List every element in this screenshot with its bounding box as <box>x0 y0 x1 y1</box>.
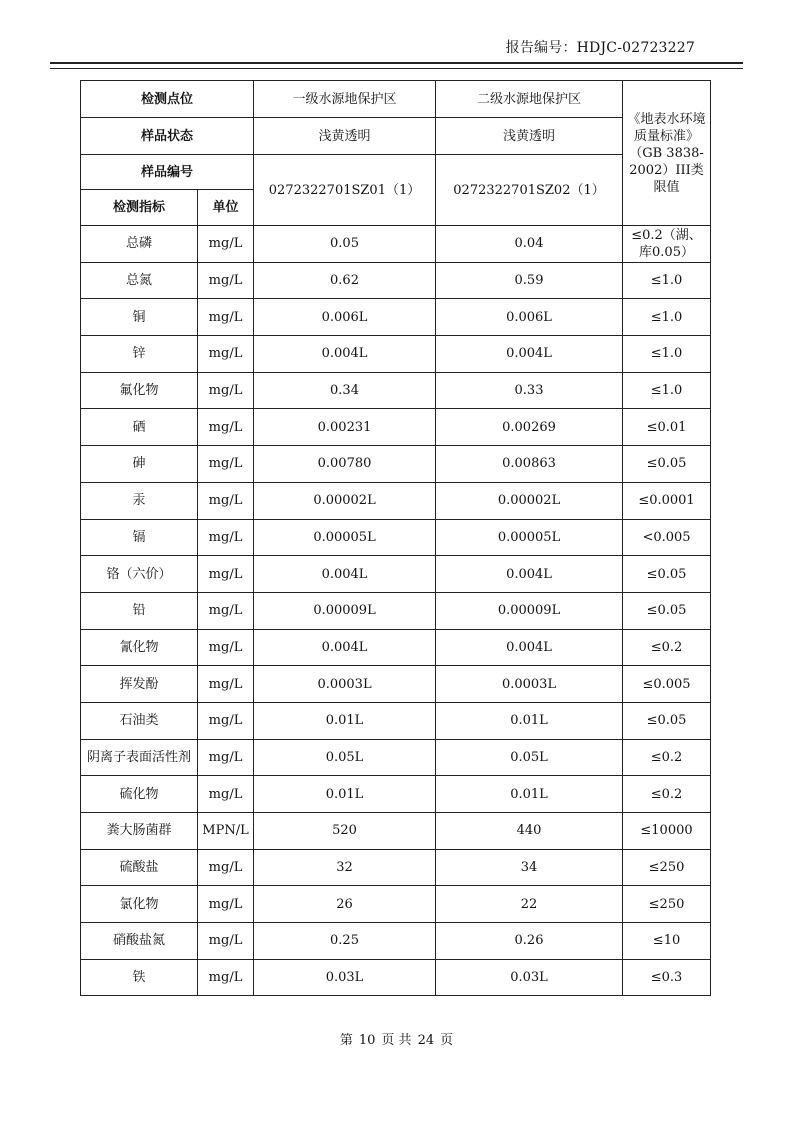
limit-cell: ≤0.05 <box>623 702 711 739</box>
unit-cell: mg/L <box>198 666 254 703</box>
value-point1-cell: 0.01L <box>254 776 436 813</box>
indicator-cell: 阴离子表面活性剂 <box>81 739 198 776</box>
value-point2-cell: 0.04 <box>436 226 623 263</box>
sample-no-1: 0272322701SZ01（1） <box>254 155 436 226</box>
table-row <box>81 226 711 263</box>
table-row <box>81 923 711 960</box>
unit-cell: mg/L <box>198 739 254 776</box>
unit-cell: mg/L <box>198 262 254 299</box>
value-point2-cell: 0.00002L <box>436 482 623 519</box>
page-suffix: 页 <box>440 1033 454 1048</box>
indicator-cell: 硫酸盐 <box>81 849 198 886</box>
indicator-cell: 汞 <box>81 482 198 519</box>
table-row <box>81 739 711 776</box>
limit-cell: ≤0.05 <box>623 446 711 483</box>
value-point2-cell: 0.05L <box>436 739 623 776</box>
page-footer <box>0 1029 793 1048</box>
value-point1-cell: 0.004L <box>254 629 436 666</box>
table-row <box>81 629 711 666</box>
indicator-cell: 镉 <box>81 519 198 556</box>
value-point2-cell: 0.004L <box>436 336 623 373</box>
table-row <box>81 336 711 373</box>
limit-cell: ≤10000 <box>623 813 711 850</box>
unit-cell: mg/L <box>198 776 254 813</box>
page-mid: 页 共 <box>381 1033 412 1048</box>
water-quality-table <box>80 80 711 996</box>
value-point1-cell: 0.34 <box>254 372 436 409</box>
unit-cell: mg/L <box>198 336 254 373</box>
indicator-cell: 氯化物 <box>81 886 198 923</box>
label-unit: 单位 <box>198 190 254 226</box>
value-point1-cell: 520 <box>254 813 436 850</box>
sample-no-2: 0272322701SZ02（1） <box>436 155 623 226</box>
table-row <box>81 702 711 739</box>
value-point2-cell: 0.26 <box>436 923 623 960</box>
value-point2-cell: 0.00269 <box>436 409 623 446</box>
value-point1-cell: 0.004L <box>254 556 436 593</box>
state-1: 浅黄透明 <box>254 118 436 155</box>
value-point2-cell: 0.03L <box>436 959 623 996</box>
limit-cell: ≤1.0 <box>623 336 711 373</box>
state-2: 浅黄透明 <box>436 118 623 155</box>
table-row <box>81 519 711 556</box>
value-point2-cell: 440 <box>436 813 623 850</box>
indicator-cell: 硒 <box>81 409 198 446</box>
limit-cell: ≤1.0 <box>623 262 711 299</box>
limit-cell: ≤0.005 <box>623 666 711 703</box>
limit-cell: ≤0.2（湖、库0.05） <box>623 226 711 263</box>
indicator-cell: 氟化物 <box>81 372 198 409</box>
limit-cell: ≤0.2 <box>623 629 711 666</box>
unit-cell: MPN/L <box>198 813 254 850</box>
header-row-state <box>81 118 711 155</box>
table-row <box>81 959 711 996</box>
table-row <box>81 262 711 299</box>
indicator-cell: 硫化物 <box>81 776 198 813</box>
value-point1-cell: 0.004L <box>254 336 436 373</box>
header-rule-thin <box>50 68 743 69</box>
value-point2-cell: 0.01L <box>436 702 623 739</box>
limit-cell: ≤0.0001 <box>623 482 711 519</box>
value-point1-cell: 26 <box>254 886 436 923</box>
page-label: 第 <box>339 1033 353 1048</box>
table-row <box>81 409 711 446</box>
value-point1-cell: 0.01L <box>254 702 436 739</box>
value-point2-cell: 0.59 <box>436 262 623 299</box>
indicator-cell: 挥发酚 <box>81 666 198 703</box>
value-point1-cell: 0.00231 <box>254 409 436 446</box>
value-point1-cell: 32 <box>254 849 436 886</box>
unit-cell: mg/L <box>198 482 254 519</box>
value-point2-cell: 0.004L <box>436 629 623 666</box>
limit-cell: ≤1.0 <box>623 372 711 409</box>
indicator-cell: 铬（六价） <box>81 556 198 593</box>
value-point2-cell: 34 <box>436 849 623 886</box>
value-point1-cell: 0.00005L <box>254 519 436 556</box>
value-point2-cell: 0.00005L <box>436 519 623 556</box>
limit-cell: ≤0.2 <box>623 739 711 776</box>
table-row <box>81 482 711 519</box>
page-total: 24 <box>417 1033 435 1048</box>
indicator-cell: 铜 <box>81 299 198 336</box>
table-row <box>81 776 711 813</box>
limit-cell: ≤250 <box>623 849 711 886</box>
indicator-cell: 总磷 <box>81 226 198 263</box>
indicator-cell: 粪大肠菌群 <box>81 813 198 850</box>
value-point2-cell: 0.0003L <box>436 666 623 703</box>
value-point2-cell: 0.00009L <box>436 592 623 629</box>
indicator-cell: 锌 <box>81 336 198 373</box>
limit-cell: ≤0.05 <box>623 556 711 593</box>
unit-cell: mg/L <box>198 299 254 336</box>
table-row <box>81 446 711 483</box>
value-point1-cell: 0.03L <box>254 959 436 996</box>
unit-cell: mg/L <box>198 886 254 923</box>
header-rule-thick <box>50 62 743 64</box>
header-row-sample-no <box>81 155 711 190</box>
unit-cell: mg/L <box>198 372 254 409</box>
value-point1-cell: 0.05 <box>254 226 436 263</box>
unit-cell: mg/L <box>198 629 254 666</box>
limit-cell: ≤0.05 <box>623 592 711 629</box>
unit-cell: mg/L <box>198 592 254 629</box>
limit-cell: ≤10 <box>623 923 711 960</box>
value-point2-cell: 0.33 <box>436 372 623 409</box>
unit-cell: mg/L <box>198 702 254 739</box>
value-point1-cell: 0.00002L <box>254 482 436 519</box>
unit-cell: mg/L <box>198 849 254 886</box>
value-point1-cell: 0.62 <box>254 262 436 299</box>
value-point1-cell: 0.05L <box>254 739 436 776</box>
point-2: 二级水源地保护区 <box>436 81 623 118</box>
limit-cell: ≤250 <box>623 886 711 923</box>
limit-cell: ≤0.01 <box>623 409 711 446</box>
unit-cell: mg/L <box>198 519 254 556</box>
label-indicator: 检测指标 <box>81 190 198 226</box>
label-detection-point: 检测点位 <box>81 81 254 118</box>
indicator-cell: 砷 <box>81 446 198 483</box>
unit-cell: mg/L <box>198 409 254 446</box>
limit-cell: <0.005 <box>623 519 711 556</box>
table-row <box>81 299 711 336</box>
limit-cell: ≤0.2 <box>623 776 711 813</box>
standard-header: 《地表水环境质量标准》（GB 3838-2002）III类限值 <box>623 81 711 226</box>
indicator-cell: 铁 <box>81 959 198 996</box>
table-row <box>81 592 711 629</box>
value-point2-cell: 0.01L <box>436 776 623 813</box>
table-row <box>81 372 711 409</box>
value-point1-cell: 0.25 <box>254 923 436 960</box>
report-number: 报告编号：HDJC-02723227 <box>505 40 695 56</box>
value-point1-cell: 0.00780 <box>254 446 436 483</box>
value-point2-cell: 22 <box>436 886 623 923</box>
page-current: 10 <box>358 1033 376 1048</box>
table-row <box>81 849 711 886</box>
header-row-point <box>81 81 711 118</box>
label-sample-number: 样品编号 <box>81 155 254 190</box>
value-point2-cell: 0.004L <box>436 556 623 593</box>
indicator-cell: 硝酸盐氮 <box>81 923 198 960</box>
value-point1-cell: 0.00009L <box>254 592 436 629</box>
unit-cell: mg/L <box>198 923 254 960</box>
limit-cell: ≤1.0 <box>623 299 711 336</box>
table-row <box>81 556 711 593</box>
unit-cell: mg/L <box>198 446 254 483</box>
value-point2-cell: 0.00863 <box>436 446 623 483</box>
table-row <box>81 666 711 703</box>
unit-cell: mg/L <box>198 959 254 996</box>
indicator-cell: 总氮 <box>81 262 198 299</box>
indicator-cell: 氰化物 <box>81 629 198 666</box>
value-point2-cell: 0.006L <box>436 299 623 336</box>
point-1: 一级水源地保护区 <box>254 81 436 118</box>
indicator-cell: 石油类 <box>81 702 198 739</box>
value-point1-cell: 0.006L <box>254 299 436 336</box>
indicator-cell: 铅 <box>81 592 198 629</box>
value-point1-cell: 0.0003L <box>254 666 436 703</box>
unit-cell: mg/L <box>198 556 254 593</box>
unit-cell: mg/L <box>198 226 254 263</box>
limit-cell: ≤0.3 <box>623 959 711 996</box>
table-row <box>81 886 711 923</box>
label-sample-state: 样品状态 <box>81 118 254 155</box>
table-row <box>81 813 711 850</box>
